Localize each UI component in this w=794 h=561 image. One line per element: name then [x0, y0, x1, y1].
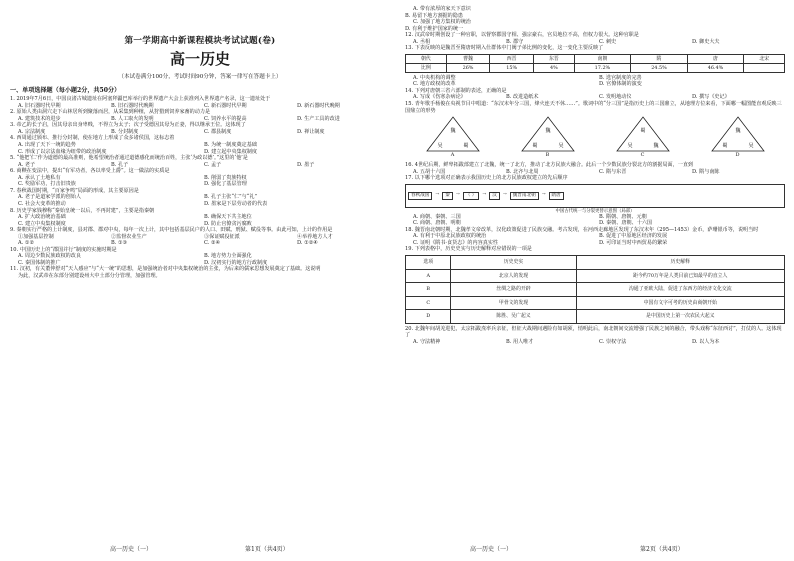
- table-cell: 丝绸之路的开辟: [451, 283, 576, 297]
- table-row: [406, 283, 785, 297]
- option: A. 带有浓厚的家天下意识: [413, 6, 471, 12]
- flow-node: 隋唐: [549, 192, 564, 200]
- option: C: [640, 152, 645, 159]
- question-stem: 19. 下列表格中，历史史实与历史解释对应错误的一项是: [405, 246, 532, 253]
- option: B. 郡守: [506, 38, 524, 45]
- q11-options: [405, 6, 785, 32]
- table-cell: 距今约70万年是人类目前已知最早的直立人: [576, 269, 784, 283]
- flow-node: 春秋战国: [408, 192, 432, 200]
- option: B. 北齐与北周: [506, 168, 539, 175]
- option: A. 承认了土地私有: [18, 174, 61, 181]
- table-cell: 24.5%: [631, 63, 688, 72]
- arrow-icon: →: [455, 192, 460, 198]
- triangle-icon: [425, 116, 481, 152]
- option: D. 禅让制度: [297, 128, 325, 135]
- right-page: [405, 6, 785, 345]
- option: ②监督农业生产: [111, 233, 147, 240]
- options: [10, 214, 390, 227]
- table-header: 西晋: [490, 54, 534, 63]
- table-header: 北宋: [744, 54, 785, 63]
- option: C. 隋与东晋: [599, 168, 627, 175]
- option: B. 确保天下共主地位: [204, 214, 252, 221]
- option: C. 饲养水平的提高: [204, 115, 247, 122]
- q18-options: [405, 233, 785, 246]
- option: B: [545, 152, 550, 159]
- diagram-caption: 中国古代统一与分裂更替示意图（局部）: [555, 208, 635, 214]
- arrow-icon: →: [435, 192, 440, 198]
- question-stem: 10. 中国历史上的“郡国并行”制度的实施时期是: [10, 246, 117, 253]
- table-header: 南朝: [574, 54, 631, 63]
- three-kingdoms-diagrams: [405, 116, 785, 160]
- table-cell: 陈胜、吴广起义: [451, 310, 576, 324]
- option: A. ①②: [18, 240, 35, 247]
- option: C. 新石器时代早期: [204, 102, 247, 109]
- question-stem: 14. 下列对唐朝三省六部制的表述，正确的是: [405, 87, 507, 94]
- footer-right-page: 第2页（共4页）: [640, 546, 684, 553]
- table-row: [406, 296, 785, 310]
- option: C. 建立中央集权制度: [18, 220, 66, 227]
- options: [10, 142, 390, 155]
- option: A. 有利于中原北民族政权的统治: [413, 233, 487, 240]
- option: B. ①③: [111, 240, 128, 247]
- footer-left-page: 第1页（共4页）: [245, 546, 289, 553]
- question-stem: 6. 商鞅在变法中，提出“有军功者，各以率受上爵”。这一做法的实质是: [10, 168, 170, 175]
- triangle-diagram: [422, 116, 484, 160]
- question-stem: 11. 汉初，有关董仲舒对“天人感应”与“大一统”的思想，是加强统治者对中央集权统治的主张，为后来的儒家思想发展奠定了基础。这说明: [10, 266, 321, 273]
- q17-options: [405, 214, 785, 227]
- table-header: 曹魏: [446, 54, 490, 63]
- options: [10, 194, 390, 207]
- option: C. 商朝、唐朝、明朝: [413, 220, 461, 227]
- question-stem: 2. 原始人类由洞穴走下山林居所到聚落而居，从采集到种植，从狩猎到饲养家畜的动力是: [10, 109, 211, 116]
- option: C. 加强了地方集权的统治: [413, 19, 471, 26]
- table-header: 朝代: [406, 54, 447, 63]
- options: [10, 175, 390, 188]
- question-stem: 17. 以下哪个选项对正确表示我国历史上的北方民族政权建立的先后顺序: [405, 175, 568, 182]
- section-heading: 一、单项选择题（每小题2分，共50分）: [10, 87, 121, 94]
- option: D. 可印证当时中西贸易的繁荣: [599, 239, 668, 246]
- question-stem: 13. 下表反映的是魏晋至隋唐时期入仕群体中门阀子弟比例的变化，这一变化主要反映了: [405, 45, 604, 52]
- option: D. 撰写《史记》: [692, 94, 730, 101]
- history-table: [405, 255, 785, 324]
- option: A. 旧石器时代早期: [18, 102, 61, 109]
- question-stem: 5. “他把‘仁’作为道德的最高准则，他希望统治者通过道德感化而统治百姓，主张‘为政以德’。”这里的‘他’是: [10, 155, 248, 162]
- option: B. 易留下地方割据的隐患: [405, 12, 463, 19]
- option: A. 周边少数民族政权的改良: [18, 253, 81, 260]
- svg-text:吴: 吴: [557, 143, 564, 150]
- option: A. 五胡十六国: [413, 168, 446, 175]
- table-header: 东晋: [534, 54, 575, 63]
- flow-node: （ ）: [463, 192, 480, 200]
- option: C. ②④: [204, 240, 221, 247]
- question-stem: 1. 2019年7月6日，中国良渚古城遗址在阿塞拜疆巴库举行的世界遗产大会上获准列入世界遗产名录，这一遗址处于: [10, 96, 271, 103]
- table-row: [406, 269, 785, 283]
- arrow-icon: →: [541, 192, 546, 198]
- table-cell: C: [406, 296, 451, 310]
- option: B. 分封制度: [111, 128, 139, 135]
- table-cell: 北京人的发现: [451, 269, 576, 283]
- svg-text:蜀: 蜀: [639, 128, 646, 135]
- option: A. 出现了天下一统的趋势: [18, 142, 76, 149]
- option: B. 旧石器时代晚期: [111, 102, 154, 109]
- triangle-diagram: [612, 116, 674, 160]
- footer-left-subject: 高一历史（一）: [110, 546, 153, 553]
- option: D. 官僚体制的演变: [599, 81, 642, 88]
- option: D. 秦朝、唐朝、十六国: [599, 220, 652, 227]
- option: C. 证明《隋书·食货志》的内容真实性: [413, 239, 498, 246]
- svg-text:吴: 吴: [436, 143, 443, 150]
- option: B. 改进造纸术: [506, 94, 539, 101]
- svg-text:吴: 吴: [747, 143, 754, 150]
- option: D. 强化了基层管理: [204, 181, 247, 188]
- option: D. ①②④: [297, 240, 318, 247]
- question-stem: 18. 魏晋南北朝时期，北魏孝文帝改革，汉化政策促进了民族交融。考古发现，在河西走廊地区发现了东汉末年（295—1453）金币，萨珊银币等，说明当时: [405, 226, 759, 233]
- question-stem: 3. 帝乙的长子启，因其母亲出身卑贱，不得立为太子；次子受德因其母为正妻，得以继承王位。这体现了: [10, 122, 246, 129]
- triangle-icon: [710, 116, 766, 152]
- option: D. 墨家是下层劳动者的代表: [204, 200, 268, 207]
- question-list: [10, 96, 390, 279]
- option: C. 孟子: [204, 161, 222, 168]
- option: B. 孔子: [111, 161, 129, 168]
- question-stem: 7. 春秋战国时期，“百家争鸣”局面的形成，其主要原因是: [10, 187, 139, 194]
- option: D. 新石器时代晚期: [297, 102, 340, 109]
- option: A. 商朝、秦朝、三国: [413, 213, 461, 220]
- option: B. 地方势力全面强化: [204, 253, 252, 260]
- option: A. 扩大政治统治基础: [18, 214, 66, 221]
- svg-text:蜀: 蜀: [462, 143, 469, 150]
- table-cell: B: [406, 283, 451, 297]
- question-stem: 12. 汉武帝时期创设了一种官职，以督察郡国守相、强宗豪右，官员地位不高，但权力很大。这种官职是: [405, 32, 639, 39]
- option: ③保证赋役征派: [204, 233, 240, 240]
- option: D. 防止官僚贪污腐败: [204, 220, 252, 227]
- option: A. 宗法制度: [18, 128, 46, 135]
- table-cell: 46.4%: [687, 63, 744, 72]
- option: C. 地方政权的改革: [413, 81, 456, 88]
- option: B. 隋朝、唐朝、元朝: [599, 213, 647, 220]
- option: C. 秦国体制的推广: [18, 259, 61, 266]
- table-cell: 甲骨文的发现: [451, 296, 576, 310]
- option: B. 选官制度的完善: [599, 74, 642, 81]
- svg-text:蜀: 蜀: [531, 143, 538, 150]
- option: D. 生产工具的改进: [297, 115, 340, 122]
- left-page: [10, 6, 390, 280]
- triangle-diagram: [707, 116, 769, 160]
- option: C. 社会大变革的推动: [18, 200, 66, 207]
- dynasty-flow-diagram: [405, 184, 785, 208]
- option: C. 郡县制度: [204, 128, 232, 135]
- option: A. 守法精神: [413, 338, 441, 345]
- option: D. 墨子: [297, 161, 315, 168]
- option: B. 孔子主张“仁”与“礼”: [204, 194, 258, 201]
- triangle-diagram: [517, 116, 579, 160]
- option: B. 促进了中原地区经济的发展: [599, 233, 668, 240]
- table-cell: 26%: [446, 63, 490, 72]
- option: B. 用人唯才: [506, 338, 534, 345]
- table-cell: [744, 63, 785, 72]
- option: ①加强基层控制: [18, 233, 54, 240]
- option: B. 削弱了贵族特权: [204, 174, 247, 181]
- q20-options: [405, 339, 785, 346]
- svg-text:魏: 魏: [652, 143, 659, 150]
- option: A. 中央机构的调整: [413, 74, 456, 81]
- table-cell: D: [406, 310, 451, 324]
- options: [10, 240, 390, 247]
- option: D. 以人为本: [692, 338, 720, 345]
- options: [10, 253, 390, 266]
- option: A: [450, 152, 455, 159]
- q13-options: [405, 75, 785, 88]
- table-cell: 17.2%: [574, 63, 631, 72]
- option: C. 奖励军功，打击旧贵族: [18, 181, 76, 188]
- footer-right-subject: 高一历史（一）: [470, 546, 513, 553]
- question-stem: 9. 秦朝实行严格的上计制度，县对郡、郡对中央，每年一次上计，其中包括基层民户的人口、田赋、刑狱、赋役等事。由此可知，上计的作用是: [10, 227, 333, 234]
- svg-text:吴: 吴: [626, 143, 633, 150]
- table-cell: 4%: [534, 63, 575, 72]
- option: D. 隋与南陈: [692, 168, 720, 175]
- svg-text:魏: 魏: [734, 128, 741, 135]
- option: C. 发明地动仪: [599, 94, 632, 101]
- question-stem: 15. 青年歌手杨俊在央视节目中唱道：“东汉末年分三国，烽火连天不休……”。歌词中的“分三国”是指历史上的三国鼎立，从地理方位来看，下面哪一幅图能直观反映三国鼎立的形势: [405, 101, 782, 114]
- option: B. 人工取火的发明: [111, 115, 154, 122]
- triangle-icon: [615, 116, 671, 152]
- option: ④举荐地方人才: [297, 233, 333, 240]
- flow-node: 魏晋南北朝: [510, 192, 539, 200]
- table-row: [406, 310, 785, 324]
- table-cell: 中国有文字可考的历史由商朝开始: [576, 296, 784, 310]
- dynasty-table: [405, 54, 785, 73]
- table-cell: 沟通了亚欧大陆，促进了东西方的经济文化交流: [576, 283, 784, 297]
- exam-subject: 高一历史: [169, 50, 230, 68]
- triangle-icon: [520, 116, 576, 152]
- question-text: 为此，汉武帝在东部分别建设州大中土部分分管理，加强管理。: [18, 272, 161, 279]
- option: A. 老子是道家学派的创始人: [18, 194, 81, 201]
- table-header: 隋: [631, 54, 688, 63]
- svg-text:魏: 魏: [449, 128, 456, 135]
- option: D. 建立起中央集权制度: [204, 148, 257, 155]
- exam-title: 第一学期高中新课程模块考试试题(卷): [124, 36, 276, 46]
- question-stem: 8. 历史学家钱穆称“秦始皇统一以后，不再封建”，主要是指秦朝: [10, 207, 155, 214]
- option: B. 为统一制度奠定基础: [204, 142, 257, 149]
- table-header: 唐: [687, 54, 744, 63]
- option: C. 形成了以宗法血缘为纽带的政治制度: [18, 148, 107, 155]
- flow-node: 汉: [489, 192, 500, 200]
- svg-text:蜀: 蜀: [721, 143, 728, 150]
- option: A. 老子: [18, 161, 36, 168]
- table-cell: 比例: [406, 63, 447, 72]
- table-cell: A: [406, 269, 451, 283]
- question-stem: 16. 4世纪后期，鲜卑拓跋部建立了北魏，统一了北方，推动了北方民族大融合。此后一个少数民族分裂北方的割据局面，一直到: [405, 162, 694, 169]
- option: A. 建筑技术的进步: [18, 115, 61, 122]
- option: D. 御史大夫: [692, 38, 720, 45]
- option: D. 有利于维护国家的统一: [405, 25, 464, 32]
- option: A. 丞相: [413, 38, 431, 45]
- option: C. 刺史: [599, 38, 617, 45]
- exam-note: （本试卷满分100分，考试时间90分钟，答案一律写在答题卡上）: [118, 74, 282, 80]
- question-stem: 4. 西周通过颁布、推行分封制，使在地方上形成了众多诸侯国，这标志着: [10, 135, 175, 142]
- option: D. 汉初实行的地方行政制度: [204, 259, 268, 266]
- table-cell: 是中国历史上第一次农民大起义: [576, 310, 784, 324]
- option: A. 写成《伤寒杂病论》: [413, 94, 466, 101]
- flow-node: 秦: [442, 192, 453, 200]
- question-stem: 20. 北魏年间胡羌进犯，太宗拓跋焘率兵亲征，但征大战期间遇险有如胡须，悄明此后，南北朝间交流增强了民族之间的融合，带头戏称“东征西讨”，打仗的人。这体现了: [405, 325, 782, 339]
- svg-text:魏: 魏: [544, 128, 551, 135]
- option: C. 崇权守法: [599, 338, 627, 345]
- option: D: [735, 152, 740, 159]
- table-header: 历史史实: [451, 256, 576, 270]
- table-header: 历史解释: [576, 256, 784, 270]
- arrow-icon: →: [482, 192, 487, 198]
- table-cell: 15%: [490, 63, 534, 72]
- table-header: 选项: [406, 256, 451, 270]
- arrow-icon: →: [502, 192, 507, 198]
